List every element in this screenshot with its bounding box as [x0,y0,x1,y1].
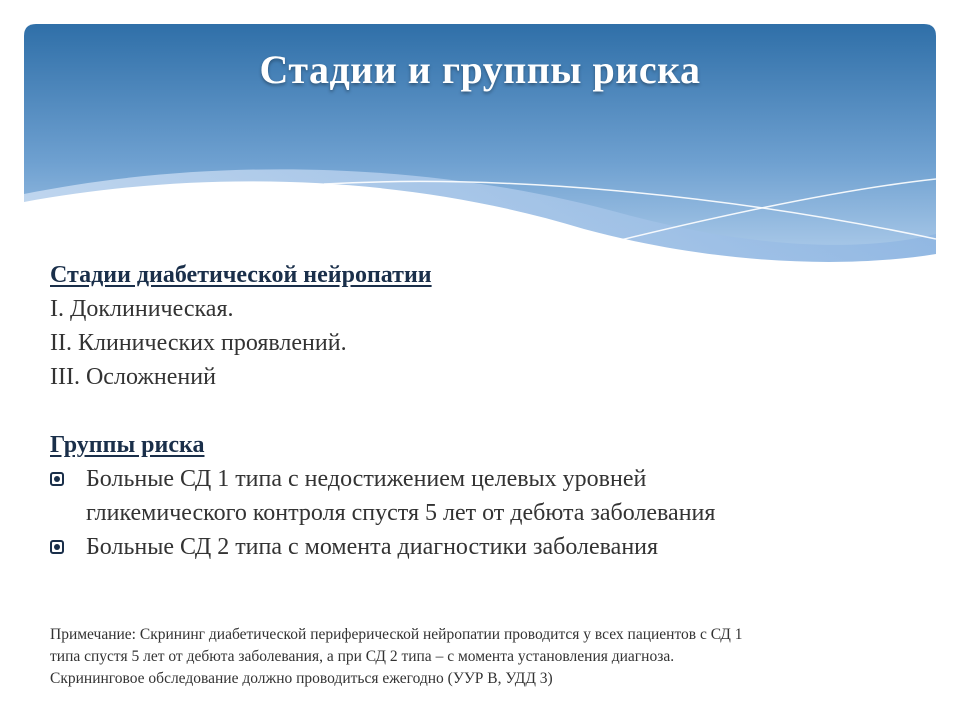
footnote [50,624,910,690]
square-bullet-icon [50,540,64,554]
risk-item-line: гликемического контроля спустя 5 лет от дебюта заболевания [86,500,716,526]
stage-item: III. Осложнений [50,364,216,390]
footnote-line: Скрининговое обследование должно проводиться ежегодно (УУР B, УДД 3) [50,670,553,687]
slide-content [50,258,930,564]
risk-item-line: Больные СД 2 типа с момента диагностики заболевания [86,534,659,560]
spacer [50,394,930,428]
risk-item-line: Больные СД 1 типа с недостижением целевых уровней [86,466,647,492]
stages-heading: Стадии диабетической нейропатии [50,262,432,288]
risk-item [50,530,930,564]
footnote-line: типа спустя 5 лет от дебюта заболевания, а при СД 2 типа – с момента установления диагноза. [50,648,675,665]
stage-item: I. Доклиническая. [50,296,234,322]
slide-title: Стадии и группы риска [259,47,701,92]
square-bullet-icon [50,472,64,486]
footnote-line: Примечание: Скрининг диабетической периферической нейропатии проводится у всех пациентов с СД 1 [50,626,743,643]
risk-heading: Группы риска [50,432,205,458]
risk-item [50,462,930,530]
stage-item: II. Клинических проявлений. [50,330,347,356]
